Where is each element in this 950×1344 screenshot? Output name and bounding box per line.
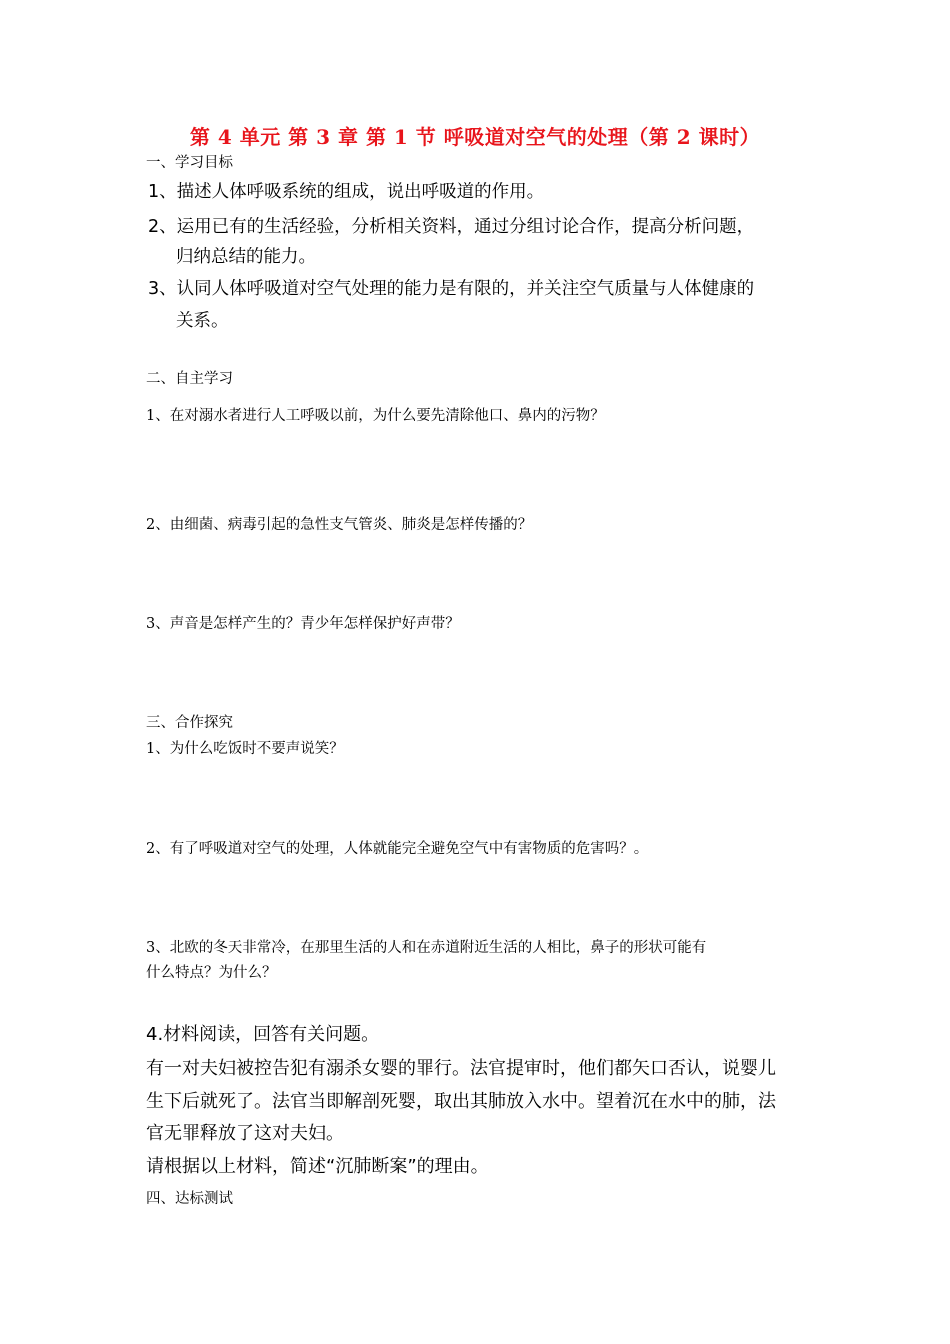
material-prompt: 4.材料阅读，回答有关问题。 xyxy=(146,1024,380,1045)
section-heading-cooperative: 三、合作探究 xyxy=(146,715,233,731)
objective-item: 2、运用已有的生活经验，分析相关资料，通过分组讨论合作，提高分析问题， xyxy=(148,217,755,237)
section-heading-self-study: 二、自主学习 xyxy=(146,371,233,387)
section-heading-objectives: 一、学习目标 xyxy=(146,155,233,171)
objective-item: 1、描述人体呼吸系统的组成，说出呼吸道的作用。 xyxy=(148,182,545,202)
objective-item-continuation: 归纳总结的能力。 xyxy=(176,247,316,267)
page-title: 第 4 单元 第 3 章 第 1 节 呼吸道对空气的处理（第 2 课时） xyxy=(189,125,761,149)
question-item: 1、在对溺水者进行人工呼吸以前，为什么要先清除他口、鼻内的污物？ xyxy=(146,408,605,424)
material-text-line: 生下后就死了。法官当即解剖死婴，取出其肺放入水中。望着沉在水中的肺，法 xyxy=(146,1091,776,1112)
question-item: 3、声音是怎样产生的？青少年怎样保护好声带？ xyxy=(146,616,460,632)
question-item: 3、北欧的冬天非常冷，在那里生活的人和在赤道附近生活的人相比，鼻子的形状可能有 xyxy=(146,940,707,956)
section-heading-test: 四、达标测试 xyxy=(146,1191,233,1207)
question-item-continuation: 什么特点？为什么？ xyxy=(146,965,277,981)
objective-item-continuation: 关系。 xyxy=(176,311,229,331)
objective-item: 3、认同人体呼吸道对空气处理的能力是有限的，并关注空气质量与人体健康的 xyxy=(148,279,755,299)
question-item: 2、由细菌、病毒引起的急性支气管炎、肺炎是怎样传播的？ xyxy=(146,517,533,533)
material-text-line: 有一对夫妇被控告犯有溺杀女婴的罪行。法官提审时，他们都矢口否认，说婴儿 xyxy=(146,1058,776,1079)
question-item: 2、有了呼吸道对空气的处理，人体就能完全避免空气中有害物质的危害吗？。 xyxy=(146,841,649,857)
material-text-line: 官无罪释放了这对夫妇。 xyxy=(146,1123,344,1144)
material-question: 请根据以上材料，简述“沉肺断案”的理由。 xyxy=(146,1156,489,1177)
question-item: 1、为什么吃饭时不要声说笑？ xyxy=(146,741,344,757)
